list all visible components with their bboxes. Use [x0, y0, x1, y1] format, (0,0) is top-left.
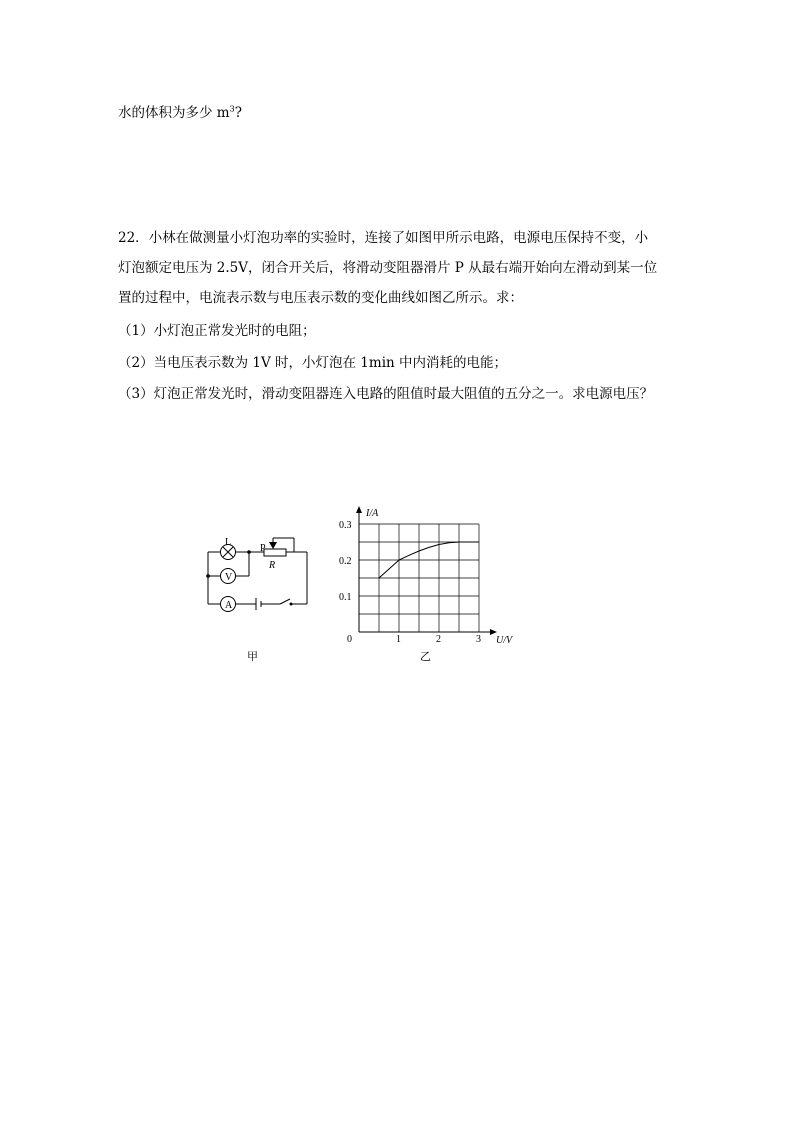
chart-caption: 乙 [420, 650, 431, 663]
y-tick-label: 0.2 [339, 556, 352, 567]
x-tick-label: 3 [476, 634, 481, 645]
lamp-label: L [225, 537, 232, 548]
x-axis-label: U/V [496, 635, 513, 646]
question-22-line-3: 置的过程中，电流表示数与电压表示数的变化曲线如图乙所示。求： [118, 290, 523, 306]
question-mark: ? [234, 105, 242, 121]
prev-question-text: 水的体积为多少 m [118, 105, 230, 121]
slider-label: P [260, 543, 266, 554]
sub-question-1: （1）小灯泡正常发光时的电阻； [118, 323, 316, 339]
sub-question-2: （2）当电压表示数为 1V 时，小灯泡在 1min 中内消耗的电能； [118, 355, 507, 371]
question-22-line-2: 灯泡额定电压为 2.5V，闭合开关后，将滑动变阻器滑片 P 从最右端开始向左滑动到某一位 [118, 260, 658, 276]
cubic-superscript: 3 [229, 104, 235, 114]
chart-grid [359, 524, 479, 632]
rheostat-label: R [269, 560, 276, 571]
y-tick-label: 0.3 [339, 520, 352, 531]
chart-axes [356, 506, 497, 635]
y-axis-label: I/A [366, 508, 379, 519]
y-tick-label: 0.1 [339, 592, 352, 603]
x-tick-label: 1 [396, 634, 401, 645]
x-tick-label: 2 [436, 634, 441, 645]
chart-ticks [339, 520, 481, 645]
circuit-caption: 甲 [247, 650, 258, 663]
question-number: 22． [118, 230, 149, 246]
sub-question-3: （3）灯泡正常发光时，滑动变阻器连入电路的阻值时最大阻值的五分之一。求电源电压？ [118, 386, 654, 402]
ammeter-letter: A [225, 600, 233, 611]
x-tick-label: 0 [347, 634, 352, 645]
y-axis-arrow-icon [356, 506, 362, 513]
voltmeter-letter: V [225, 572, 233, 583]
question-text-1: 小林在做测量小灯泡功率的实验时，连接了如图甲所示电路，电源电压保持不变，小 [148, 230, 649, 246]
